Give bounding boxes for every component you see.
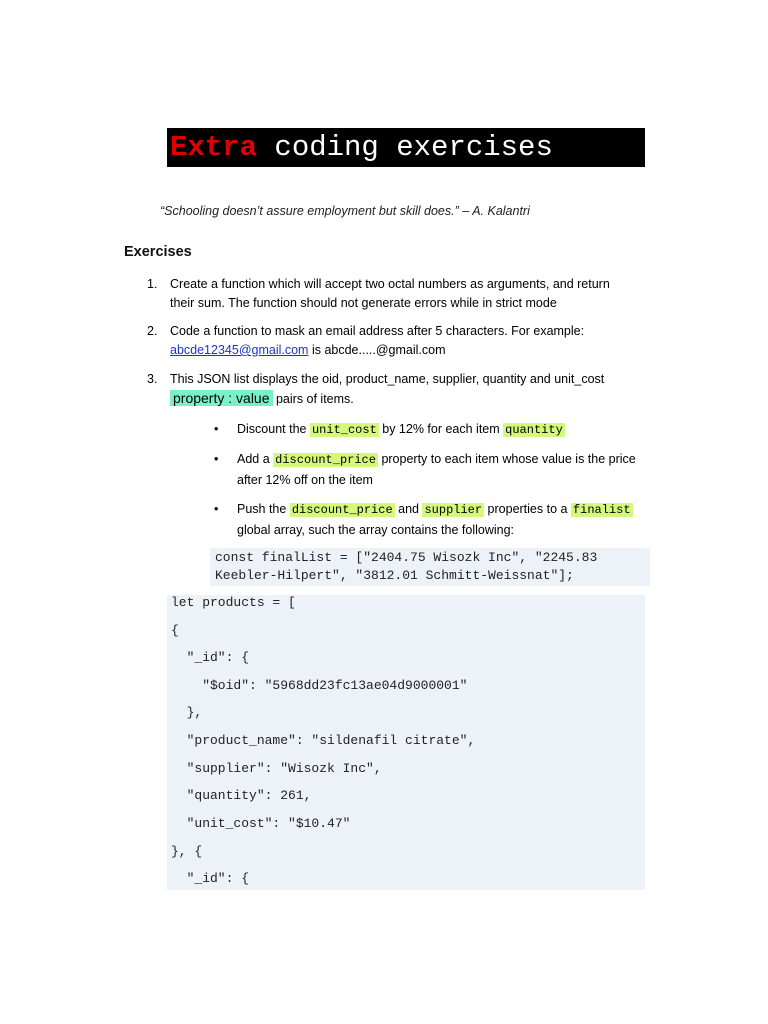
section-heading: Exercises <box>124 244 192 260</box>
code-line: { <box>171 623 179 638</box>
bullet-3-mid2: properties to a <box>484 502 571 516</box>
exercise-3-number: 3. <box>147 372 158 386</box>
email-link[interactable]: abcde12345@gmail.com <box>170 343 309 357</box>
code-line: "_id": { <box>171 650 250 665</box>
exercise-3-text-after: pairs of items. <box>272 392 354 406</box>
products-code-block <box>167 595 645 890</box>
bullet-3-post: global array, such the array contains the following: <box>237 523 515 537</box>
bullet-1-mid: by 12% for each item <box>378 422 504 436</box>
bullet-icon: • <box>214 452 219 466</box>
bullet-3-mid: and <box>394 502 423 516</box>
property-value-highlight: property : value <box>170 390 273 406</box>
code-supplier: supplier <box>424 503 483 517</box>
bullet-1-text: Discount the <box>237 422 310 436</box>
code-discount-price: discount_price <box>275 453 376 467</box>
code-line: "product_name": "sildenafil citrate", <box>171 733 476 748</box>
code-finalist: finalist <box>572 503 631 517</box>
exercise-2-text-after: is abcde.....@gmail.com <box>308 343 446 357</box>
bullet-2-text: Add a <box>237 452 274 466</box>
code-line: "$oid": "5968dd23fc13ae04d9000001" <box>171 678 468 693</box>
code-unit-cost: unit_cost <box>311 423 377 437</box>
code-line: }, <box>171 705 203 720</box>
exercise-2-body <box>170 322 625 360</box>
code-line: "quantity": 261, <box>171 788 312 803</box>
title-rest: coding exercises <box>274 131 553 164</box>
code-line: let products = [ <box>171 595 296 610</box>
exercise-2-number: 2. <box>147 324 158 338</box>
final-list-code: const finalList = ["2404.75 Wisozk Inc", "2245.83 Keebler-Hilpert", "3812.01 Schmitt-Weissnat"]; <box>210 548 650 586</box>
code-line: "supplier": "Wisozk Inc", <box>171 761 382 776</box>
bullet-2-post: property to each item whose value is the price after 12% off on the item <box>237 452 636 487</box>
bullet-icon: • <box>214 422 219 436</box>
code-discount-price: discount_price <box>291 503 393 517</box>
exercise-3-text: This JSON list displays the oid, product_name, supplier, quantity and unit_cost <box>170 372 605 386</box>
code-quantity: quantity <box>505 423 563 437</box>
quote: “Schooling doesn’t assure employment but skill does.” – A. Kalantri <box>160 204 530 218</box>
code-line: "_id": { <box>171 871 250 886</box>
exercise-3-body <box>170 370 625 409</box>
code-line: "unit_cost": "$10.47" <box>171 816 351 831</box>
bullet-3-text: Push the <box>237 502 290 516</box>
exercise-1-number: 1. <box>147 277 158 291</box>
code-line: }, { <box>171 844 203 859</box>
document-title <box>167 128 645 167</box>
exercise-1-text: Create a function which will accept two octal numbers as arguments, and return their sum. The function should not generate errors while in strict mode <box>170 277 610 310</box>
title-accent: Extra <box>170 131 258 164</box>
exercise-2-text: Code a function to mask an email address after 5 characters. For example: <box>170 324 585 338</box>
bullet-icon: • <box>214 502 219 516</box>
